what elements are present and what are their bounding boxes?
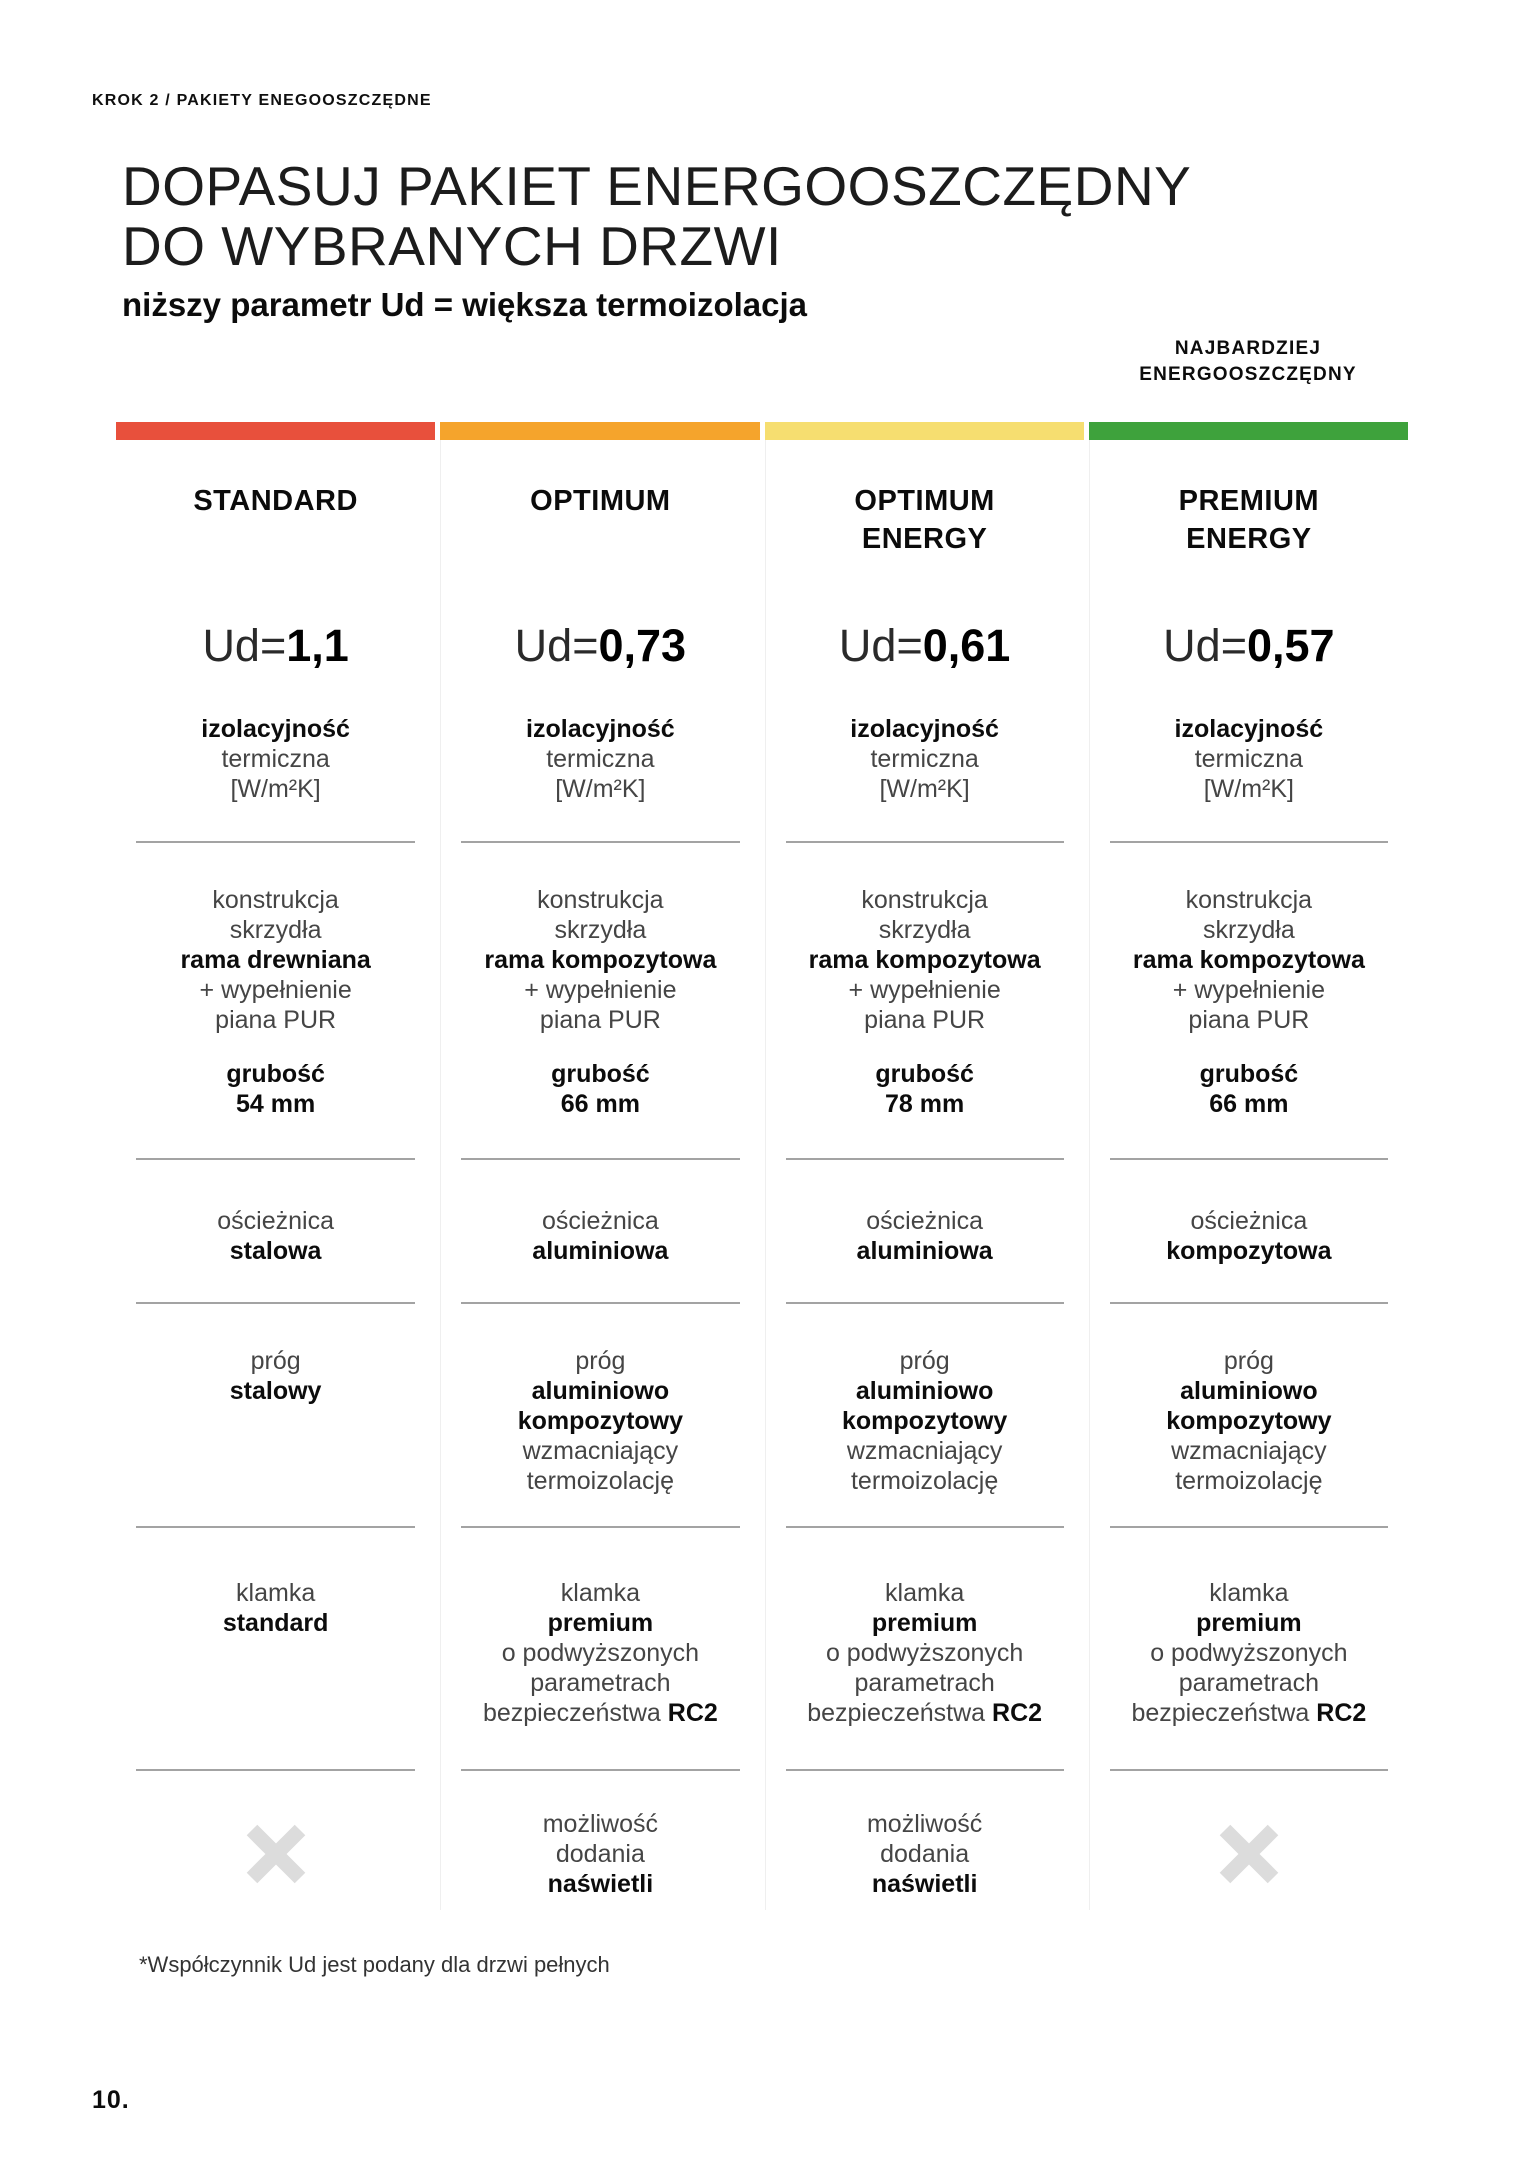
handle-line3: o podwyższonych	[1150, 1639, 1348, 1667]
handle-line5-bold: RC2	[992, 1699, 1043, 1727]
skylight-row	[116, 1771, 435, 1910]
threshold-row	[441, 1304, 759, 1526]
casing-row	[1090, 1160, 1408, 1302]
package-name-row	[766, 440, 1084, 610]
handle-line5-regular: bezpieczeństwa	[807, 1699, 993, 1727]
page-title-line1: DOPASUJ PAKIET ENERGOOSZCZĘDNY	[122, 155, 1192, 217]
package-column-body	[1089, 440, 1408, 1910]
threshold-line3: wzmacniający	[522, 1437, 679, 1465]
thickness-label: grubość	[226, 1060, 325, 1088]
handle-line4: parametrach	[1178, 1669, 1320, 1697]
construction-row	[1090, 843, 1408, 1158]
threshold-label: próg	[1223, 1347, 1274, 1375]
threshold-line4: termoizolację	[850, 1467, 999, 1495]
construction-line5: piana PUR	[864, 1006, 986, 1034]
threshold-bold2: kompozytowy	[841, 1407, 1008, 1435]
skylight-line1: możliwość	[542, 1810, 659, 1838]
skylight-row	[1090, 1771, 1408, 1910]
threshold-bold1: aluminiowo	[1180, 1377, 1318, 1405]
handle-line5	[766, 1698, 1084, 1728]
package-column-optimum-energy	[765, 422, 1084, 1910]
construction-line2: skrzydła	[229, 916, 322, 944]
thickness-value: 54 mm	[236, 1090, 316, 1118]
package-column-body	[440, 440, 759, 1910]
step-breadcrumb: KROK 2 / PAKIETY ENEGOOSZCZĘDNE	[92, 92, 432, 109]
ud-value: 1,1	[286, 620, 349, 671]
handle-row	[441, 1528, 759, 1769]
handle-line5-bold: RC2	[1316, 1699, 1367, 1727]
threshold-bold1: aluminiowo	[531, 1377, 670, 1405]
construction-line2: skrzydła	[878, 916, 971, 944]
accent-bar	[765, 422, 1084, 440]
handle-line4: parametrach	[854, 1669, 995, 1697]
construction-line1: konstrukcja	[212, 886, 339, 914]
construction-line1: konstrukcja	[1185, 886, 1313, 914]
package-name-row	[1090, 440, 1408, 610]
casing-label: ościeżnica	[866, 1207, 983, 1235]
threshold-row	[766, 1304, 1084, 1526]
casing-value: kompozytowa	[1166, 1237, 1332, 1265]
casing-row	[441, 1160, 759, 1302]
package-name-line1: PREMIUM	[1178, 485, 1320, 517]
page-title	[122, 156, 1191, 276]
footnote: *Współczynnik Ud jest podany dla drzwi pełnych	[139, 1952, 610, 1977]
skylight-bold: naświetli	[871, 1870, 978, 1898]
construction-line4: + wypełnienie	[1172, 976, 1325, 1004]
page-number: 10.	[92, 2086, 130, 2114]
skylight-line1: możliwość	[866, 1810, 983, 1838]
skylight-bold: naświetli	[547, 1870, 654, 1898]
handle-row	[116, 1528, 435, 1769]
handle-value: standard	[222, 1609, 329, 1637]
page-subtitle: niższy parametr Ud = większa termoizolacja	[122, 286, 808, 323]
package-name-line2: ENERGY	[861, 523, 988, 555]
package-name	[766, 482, 1084, 558]
threshold-line4: termoizolację	[526, 1467, 675, 1495]
casing-value: aluminiowa	[532, 1237, 669, 1265]
thickness-value: 66 mm	[1209, 1090, 1289, 1118]
package-name-line2: ENERGY	[1186, 523, 1312, 555]
most-efficient-label-line2: ENERGOOSZCZĘDNY	[1139, 364, 1357, 385]
casing-label: ościeżnica	[542, 1207, 659, 1235]
frame-thickness	[1090, 1059, 1408, 1119]
handle-label: klamka	[560, 1579, 640, 1607]
package-column-optimum	[440, 422, 759, 1910]
construction-line4: + wypełnienie	[199, 976, 352, 1004]
threshold-label: próg	[250, 1347, 301, 1375]
casing-label: ościeżnica	[217, 1207, 334, 1235]
handle-bold: premium	[1196, 1609, 1302, 1637]
construction-row	[116, 843, 435, 1158]
threshold-line4: termoizolację	[1175, 1467, 1323, 1495]
skylight-line2: dodania	[555, 1840, 645, 1868]
threshold-label: próg	[575, 1347, 626, 1375]
handle-bold: premium	[871, 1609, 978, 1637]
accent-bar	[440, 422, 759, 440]
insulation-label: izolacyjność	[850, 715, 999, 743]
package-column-body	[116, 440, 435, 1910]
most-efficient-label-line1: NAJBARDZIEJ	[1174, 338, 1322, 359]
threshold-row	[116, 1304, 435, 1526]
frame-thickness	[441, 1059, 759, 1119]
construction-frame: rama kompozytowa	[1132, 946, 1365, 974]
construction-line5: piana PUR	[1188, 1006, 1310, 1034]
ud-row	[766, 610, 1084, 700]
ud-value: 0,57	[1246, 620, 1335, 671]
accent-bar	[1089, 422, 1408, 440]
ud-prefix: Ud=	[202, 620, 287, 671]
ud-row	[1090, 610, 1408, 700]
handle-bold: premium	[547, 1609, 654, 1637]
threshold-bold1: aluminiowo	[855, 1377, 994, 1405]
package-name: OPTIMUM	[530, 485, 671, 517]
ud-row	[441, 610, 759, 700]
insulation-unit: [W/m²K]	[879, 775, 970, 803]
handle-line5-regular: bezpieczeństwa	[482, 1699, 668, 1727]
handle-label: klamka	[236, 1579, 316, 1607]
frame-thickness	[766, 1059, 1084, 1119]
insulation-label: izolacyjność	[526, 715, 675, 743]
insulation-row	[441, 700, 759, 841]
insulation-unit: [W/m²K]	[1203, 775, 1294, 803]
ud-prefix: Ud=	[514, 620, 599, 671]
handle-line5	[1090, 1698, 1408, 1728]
insulation-line2: termiczna	[221, 745, 330, 773]
ud-row	[116, 610, 435, 700]
threshold-value: stalowy	[229, 1377, 322, 1405]
insulation-line2: termiczna	[1194, 745, 1304, 773]
insulation-row	[116, 700, 435, 841]
package-column-body	[765, 440, 1084, 1910]
handle-label: klamka	[885, 1579, 965, 1607]
construction-line2: skrzydła	[554, 916, 647, 944]
most-efficient-label	[1088, 336, 1408, 388]
handle-label: klamka	[1209, 1579, 1289, 1607]
package-name-row	[441, 440, 759, 610]
construction-line5: piana PUR	[539, 1006, 661, 1034]
insulation-row	[766, 700, 1084, 841]
insulation-line2: termiczna	[546, 745, 655, 773]
insulation-label: izolacyjność	[1174, 715, 1324, 743]
handle-line5-regular: bezpieczeństwa	[1131, 1699, 1317, 1727]
threshold-bold2: kompozytowy	[517, 1407, 684, 1435]
threshold-line3: wzmacniający	[1171, 1437, 1327, 1465]
package-column-premium-energy	[1089, 422, 1408, 1910]
construction-line1: konstrukcja	[537, 886, 664, 914]
construction-line2: skrzydła	[1203, 916, 1295, 944]
ud-prefix: Ud=	[838, 620, 923, 671]
handle-line5-bold: RC2	[667, 1699, 718, 1727]
insulation-unit: [W/m²K]	[230, 775, 321, 803]
package-name	[1090, 482, 1408, 558]
thickness-value: 78 mm	[885, 1090, 965, 1118]
ud-value: 0,73	[598, 620, 687, 671]
skylight-line2: dodania	[880, 1840, 970, 1868]
construction-frame: rama kompozytowa	[484, 946, 717, 974]
construction-row	[766, 843, 1084, 1158]
skylight-row	[766, 1771, 1084, 1910]
not-available-icon	[1216, 1821, 1282, 1887]
threshold-bold2: kompozytowy	[1166, 1407, 1332, 1435]
construction-frame: rama drewniana	[180, 946, 371, 974]
construction-line5: piana PUR	[215, 1006, 337, 1034]
ud-value: 0,61	[922, 620, 1011, 671]
package-column-standard	[116, 422, 435, 1910]
casing-value: aluminiowa	[856, 1237, 993, 1265]
handle-row	[1090, 1528, 1408, 1769]
threshold-row	[1090, 1304, 1408, 1526]
casing-row	[766, 1160, 1084, 1302]
frame-thickness	[116, 1059, 435, 1119]
threshold-label: próg	[899, 1347, 950, 1375]
package-name-line1: OPTIMUM	[854, 485, 995, 517]
ud-prefix: Ud=	[1163, 620, 1247, 671]
not-available-icon	[243, 1821, 309, 1887]
thickness-label: grubość	[875, 1060, 974, 1088]
package-name-row	[116, 440, 435, 610]
handle-line4: parametrach	[530, 1669, 671, 1697]
construction-line4: + wypełnienie	[848, 976, 1001, 1004]
threshold-line3: wzmacniający	[846, 1437, 1003, 1465]
thickness-value: 66 mm	[560, 1090, 640, 1118]
casing-value: stalowa	[229, 1237, 322, 1265]
packages-table	[116, 422, 1408, 1910]
handle-row	[766, 1528, 1084, 1769]
handle-line3: o podwyższonych	[501, 1639, 700, 1667]
insulation-label: izolacyjność	[201, 715, 350, 743]
handle-line5	[441, 1698, 759, 1728]
construction-line4: + wypełnienie	[524, 976, 677, 1004]
casing-label: ościeżnica	[1190, 1207, 1308, 1235]
thickness-label: grubość	[551, 1060, 650, 1088]
accent-bar	[116, 422, 435, 440]
construction-row	[441, 843, 759, 1158]
insulation-unit: [W/m²K]	[555, 775, 646, 803]
handle-line3: o podwyższonych	[825, 1639, 1024, 1667]
thickness-label: grubość	[1199, 1060, 1299, 1088]
page-title-line2: DO WYBRANYCH DRZWI	[122, 215, 782, 277]
construction-line1: konstrukcja	[861, 886, 988, 914]
skylight-row	[441, 1771, 759, 1910]
insulation-row	[1090, 700, 1408, 841]
insulation-line2: termiczna	[870, 745, 979, 773]
casing-row	[116, 1160, 435, 1302]
construction-frame: rama kompozytowa	[808, 946, 1041, 974]
package-name: STANDARD	[193, 485, 358, 517]
